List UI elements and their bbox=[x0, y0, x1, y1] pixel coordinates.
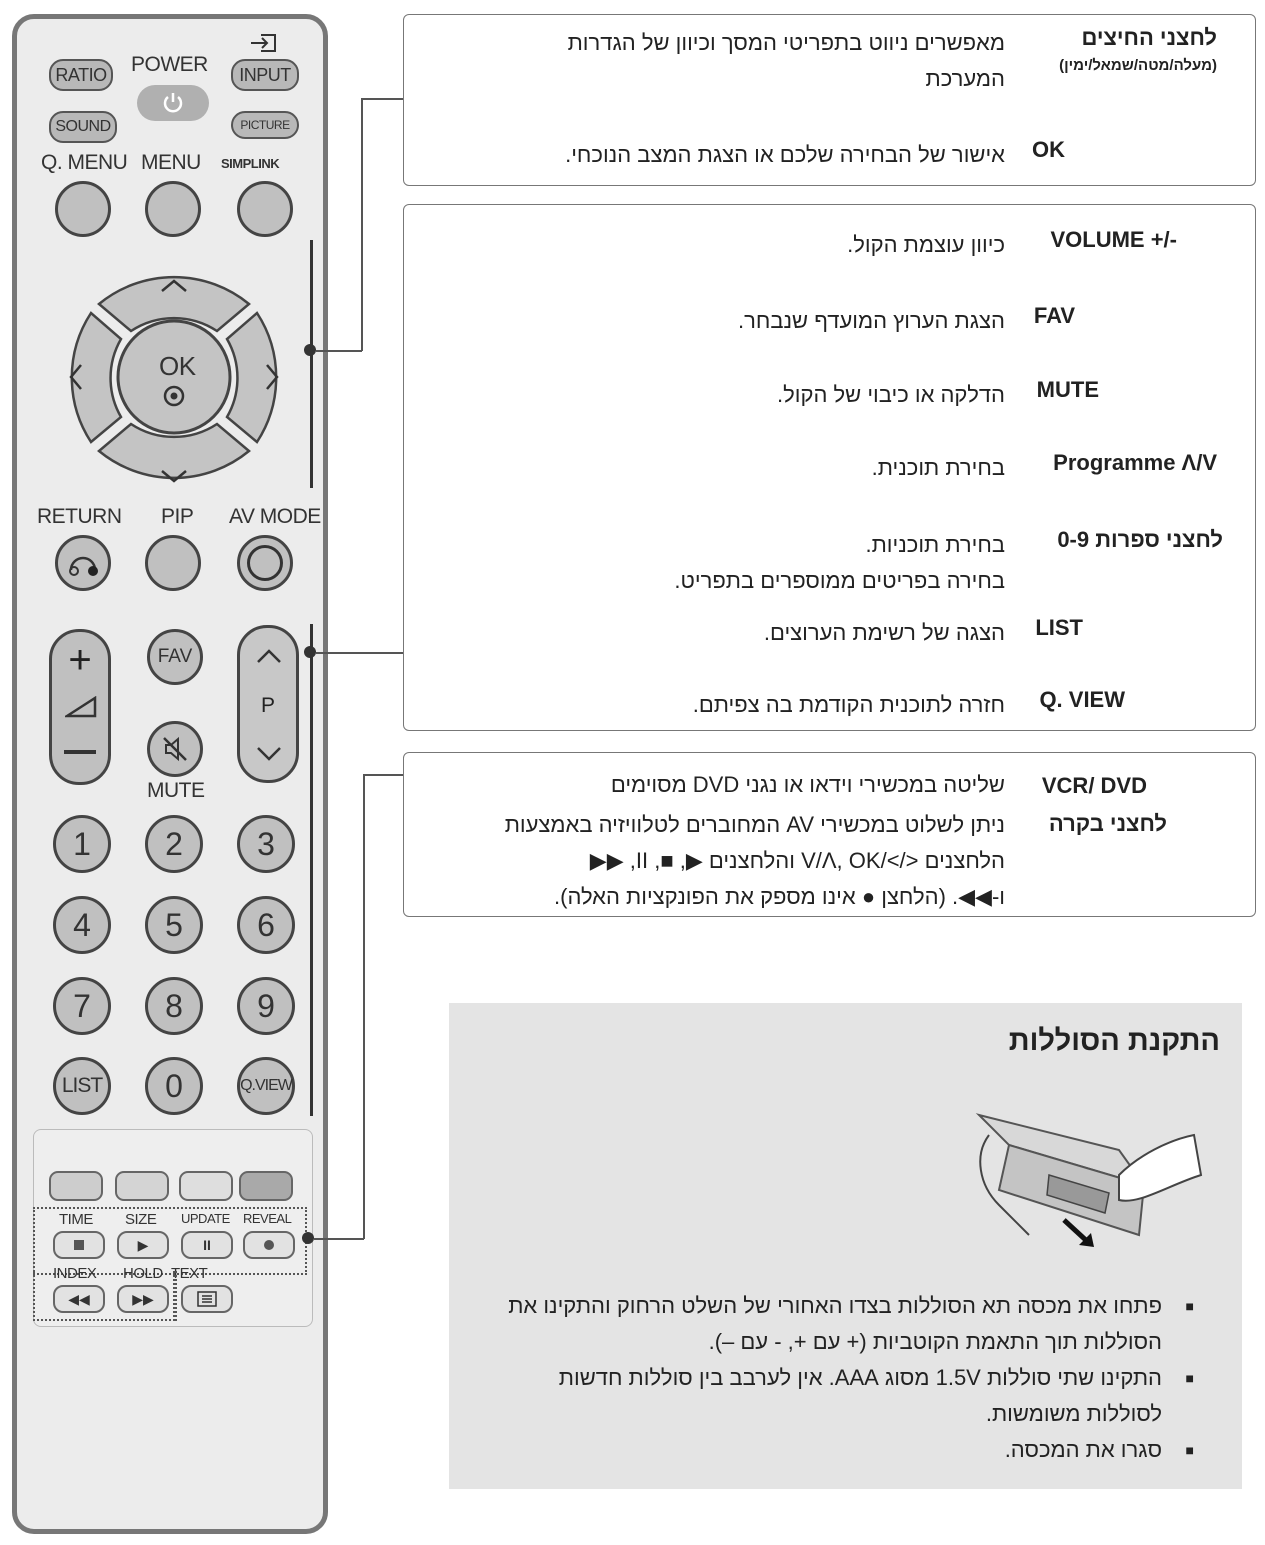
rewind-button[interactable] bbox=[53, 1285, 105, 1313]
vcr-desc-1: שליטה במכשירי וידאו או נגני DVD מסוימים bbox=[610, 772, 1005, 797]
battery-step: ■ סגרו את המכסה. bbox=[494, 1432, 1194, 1468]
fav-button[interactable]: FAV bbox=[147, 629, 203, 685]
volume-row bbox=[404, 227, 1255, 257]
sound-button[interactable]: SOUND bbox=[49, 111, 117, 143]
numbers-desc-2: בחירה בפריטים ממוספרים בתפריט. bbox=[674, 568, 1005, 593]
connector-dot-nav bbox=[304, 344, 316, 356]
qview-desc: חזרה לתוכנית הקודמת בה צפיתם. bbox=[692, 692, 1005, 717]
reveal-label: REVEAL bbox=[243, 1211, 292, 1226]
programme-key: Programme Λ/V bbox=[1053, 450, 1217, 475]
bracket-line-nav bbox=[310, 240, 313, 488]
ratio-button[interactable]: RATIO bbox=[49, 59, 113, 91]
play-button[interactable] bbox=[117, 1231, 169, 1259]
vcr-dvd-box bbox=[403, 752, 1256, 917]
list-key: LIST bbox=[1035, 615, 1083, 640]
list-row bbox=[404, 615, 1255, 645]
av-mode-button[interactable] bbox=[237, 535, 293, 591]
number-8-button[interactable]: 8 bbox=[145, 977, 203, 1035]
connector-dot-bottom bbox=[302, 1232, 314, 1244]
number-0-button[interactable]: 0 bbox=[145, 1057, 203, 1115]
volume-icon bbox=[65, 696, 97, 718]
plus-icon: + bbox=[68, 638, 92, 682]
hold-label: HOLD bbox=[123, 1265, 163, 1282]
battery-title: התקנת הסוללות bbox=[1008, 1025, 1220, 1057]
menu-button[interactable] bbox=[145, 181, 201, 237]
av-mode-label: AV MODE bbox=[229, 505, 321, 528]
battery-illustration bbox=[969, 1095, 1209, 1265]
rewind-icon: ◀◀ bbox=[68, 1290, 90, 1307]
functions-box bbox=[403, 204, 1256, 731]
program-up-icon bbox=[256, 648, 282, 664]
mute-button[interactable] bbox=[147, 721, 203, 777]
vcr-desc-3: הלחצנים </>/V/Λ, OK והלחצנים ▶, ■, II, ▶▶ bbox=[589, 848, 1005, 873]
fast-forward-button[interactable] bbox=[117, 1285, 169, 1313]
arrows-desc-1: מאפשרים ניווט בתפריטי המסך וכיוון של הגדרות bbox=[567, 30, 1005, 55]
programme-desc: בחירת תוכנית. bbox=[871, 455, 1005, 480]
index-label: INDEX bbox=[53, 1265, 97, 1282]
return-button[interactable] bbox=[55, 535, 111, 591]
programme-row bbox=[404, 450, 1255, 480]
number-2-button[interactable]: 2 bbox=[145, 815, 203, 873]
volume-key: VOLUME +/- bbox=[1050, 227, 1177, 252]
connector-bottom-h bbox=[314, 1238, 364, 1240]
return-label: RETURN bbox=[37, 505, 122, 528]
input-button[interactable]: INPUT bbox=[231, 59, 299, 91]
text-icon bbox=[197, 1291, 217, 1307]
mute-row bbox=[404, 377, 1255, 407]
record-icon bbox=[264, 1240, 274, 1250]
simplink-button[interactable] bbox=[237, 181, 293, 237]
qview-key: Q. VIEW bbox=[1039, 687, 1125, 712]
stop-icon bbox=[74, 1240, 84, 1250]
mute-label: MUTE bbox=[147, 779, 205, 802]
numbers-row bbox=[404, 527, 1255, 593]
fast-forward-icon: ▶▶ bbox=[132, 1290, 154, 1307]
connector-nav-h bbox=[316, 350, 362, 352]
number-5-button[interactable]: 5 bbox=[145, 896, 203, 954]
record-button[interactable] bbox=[243, 1231, 295, 1259]
av-mode-ring-icon bbox=[247, 545, 283, 581]
return-icon bbox=[65, 548, 101, 578]
arrows-ok-box bbox=[403, 14, 1256, 186]
green-button[interactable] bbox=[115, 1171, 169, 1201]
text-label: TEXT bbox=[171, 1265, 208, 1282]
numbers-desc-1: בחירת תוכניות. bbox=[865, 532, 1005, 557]
number-9-button[interactable]: 9 bbox=[237, 977, 295, 1035]
pip-label: PIP bbox=[161, 505, 194, 528]
minus-icon bbox=[64, 750, 96, 754]
q-menu-button[interactable] bbox=[55, 181, 111, 237]
power-button[interactable] bbox=[137, 85, 209, 121]
volume-desc: כיוון עוצמת הקול. bbox=[847, 232, 1005, 257]
pause-button[interactable] bbox=[181, 1231, 233, 1259]
blue-button[interactable] bbox=[239, 1171, 293, 1201]
number-6-button[interactable]: 6 bbox=[237, 896, 295, 954]
ok-row bbox=[404, 137, 1255, 167]
program-rocker[interactable] bbox=[237, 625, 299, 783]
program-down-icon bbox=[256, 746, 282, 762]
list-button[interactable]: LIST bbox=[53, 1057, 111, 1115]
vcr-desc-2: ניתן לשלוט במכשירי AV המחוברים לטלוויזיה באמצעות bbox=[504, 812, 1005, 837]
update-label: UPDATE bbox=[181, 1211, 230, 1226]
remote-control bbox=[12, 14, 328, 1534]
mute-speaker-icon bbox=[159, 733, 191, 765]
connector-nav-h2 bbox=[361, 98, 403, 100]
number-3-button[interactable]: 3 bbox=[237, 815, 295, 873]
ok-label: OK bbox=[159, 351, 196, 381]
arrows-desc-2: המערכת bbox=[925, 66, 1005, 91]
arrows-subkey: (מעלה/מטה/שמאל/ימין) bbox=[1059, 57, 1217, 74]
bracket-line-mid bbox=[310, 624, 313, 1116]
program-label: P bbox=[260, 694, 275, 717]
pip-button[interactable] bbox=[145, 535, 201, 591]
power-label: POWER bbox=[131, 53, 208, 76]
menu-label: MENU bbox=[141, 151, 201, 174]
q-menu-label: Q. MENU bbox=[41, 151, 128, 174]
fav-row bbox=[404, 303, 1255, 333]
size-label: SIZE bbox=[125, 1211, 157, 1228]
simplink-label: SIMPLINK bbox=[221, 156, 280, 171]
vcr-desc-4: ו-◀◀. (הלחצן ● אינו מספק את הפונקציות האלה). bbox=[554, 884, 1005, 909]
connector-mid-h bbox=[316, 652, 403, 654]
connector-bottom-v bbox=[363, 774, 365, 1239]
q-view-button[interactable]: Q.VIEW bbox=[237, 1057, 295, 1115]
fav-desc: הצגת הערוץ המועדף שנבחר. bbox=[737, 308, 1005, 333]
input-icon bbox=[249, 31, 281, 55]
ok-desc: אישור של הבחירה שלכם או הצגת המצב הנוכחי. bbox=[565, 142, 1005, 167]
arrows-row bbox=[404, 25, 1255, 91]
text-button-outline bbox=[175, 1271, 177, 1321]
qview-row bbox=[404, 687, 1255, 717]
battery-step: ■ התקינו שתי סוללות 1.5V מסוג AAA. אין לערבב בין סוללות חדשות לסוללות משומשות. bbox=[494, 1360, 1194, 1432]
list-desc: הצגה של רשימת הערוצים. bbox=[763, 620, 1005, 645]
battery-step: ■ פתחו את מכסה תא הסוללות בצדו האחורי של השלט הרחוק והתקינו את הסוללות תוך התאמת הקוטביות (+ עם +, - עם –). bbox=[494, 1288, 1194, 1360]
time-label: TIME bbox=[59, 1211, 93, 1228]
number-4-button[interactable]: 4 bbox=[53, 896, 111, 954]
control-buttons-key: לחצני בקרה bbox=[1048, 811, 1167, 836]
arrows-key: לחצני החיצים (מעלה/מטה/שמאל/ימין) bbox=[1059, 25, 1217, 74]
stop-button[interactable] bbox=[53, 1231, 105, 1259]
battery-install-panel bbox=[449, 1003, 1242, 1489]
vcr-dvd-key: VCR/ DVD bbox=[1041, 773, 1147, 798]
connector-dot-mid bbox=[304, 646, 316, 658]
ok-key: OK bbox=[1032, 137, 1065, 162]
battery-steps bbox=[494, 1288, 1194, 1468]
numbers-key: לחצני ספרות 0-9 bbox=[1057, 527, 1223, 552]
red-button[interactable] bbox=[49, 1171, 103, 1201]
yellow-button[interactable] bbox=[179, 1171, 233, 1201]
pause-icon: II bbox=[203, 1237, 211, 1253]
number-7-button[interactable]: 7 bbox=[53, 977, 111, 1035]
text-button[interactable] bbox=[181, 1285, 233, 1313]
power-icon bbox=[160, 90, 186, 116]
number-1-button[interactable]: 1 bbox=[53, 815, 111, 873]
play-icon: ▶ bbox=[137, 1236, 149, 1253]
volume-rocker[interactable] bbox=[49, 629, 111, 785]
connector-nav-v bbox=[361, 98, 363, 351]
mute-key: MUTE bbox=[1036, 377, 1099, 402]
picture-button[interactable]: PICTURE bbox=[231, 111, 299, 139]
mute-desc: הדלקה או כיבוי של הקול. bbox=[776, 382, 1005, 407]
connector-bottom-h2 bbox=[363, 774, 403, 776]
fav-key: FAV bbox=[1033, 303, 1075, 328]
